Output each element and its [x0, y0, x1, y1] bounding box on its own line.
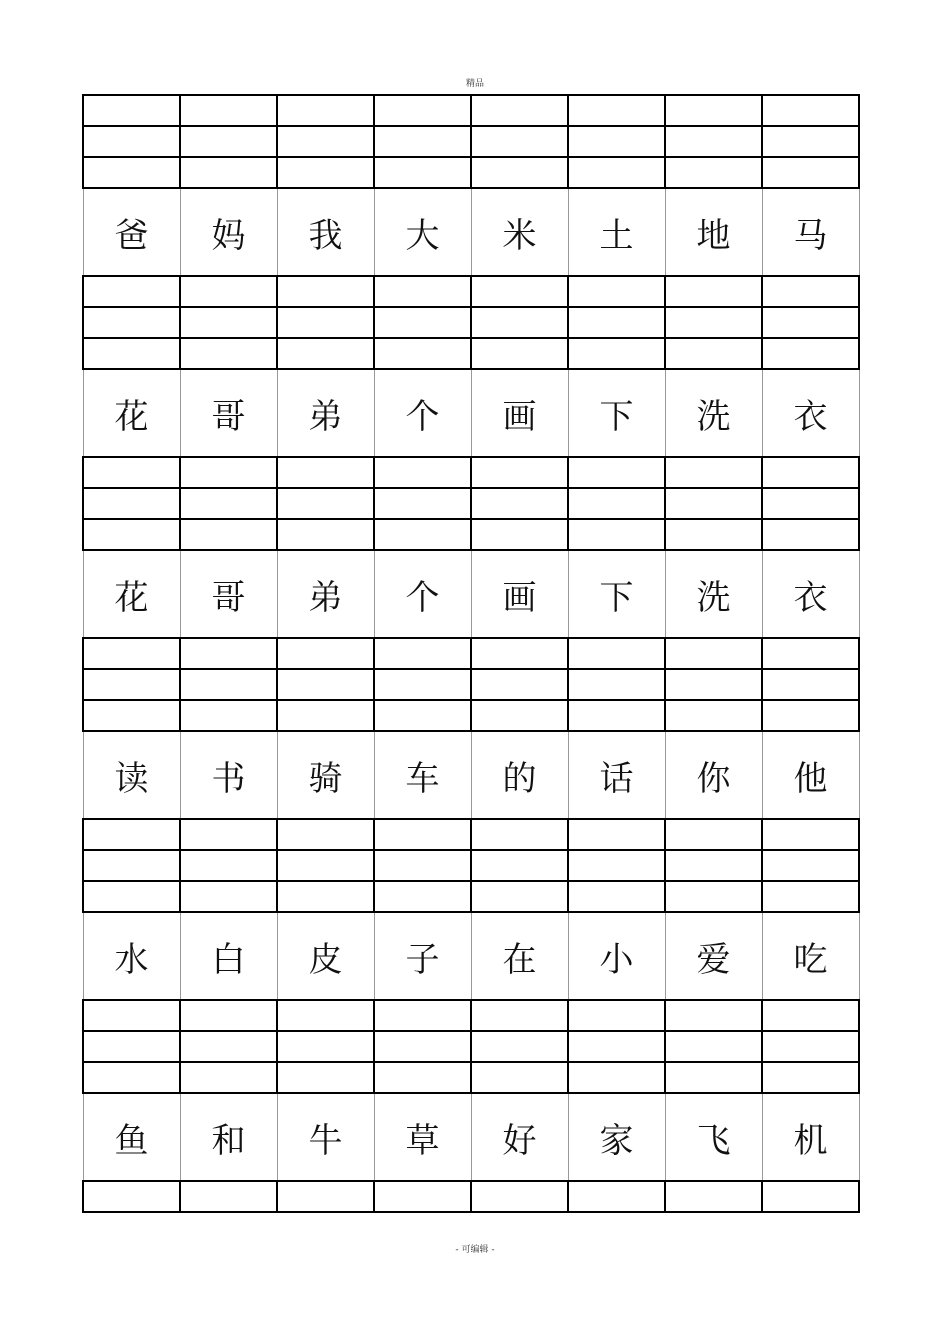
pinyin-blank-cell	[374, 457, 471, 488]
character-cell: 马	[762, 188, 859, 276]
character-cell: 妈	[180, 188, 277, 276]
character-cell: 弟	[277, 369, 374, 457]
character-cell: 大	[374, 188, 471, 276]
pinyin-blank-cell	[180, 700, 277, 731]
pinyin-blank-cell	[665, 881, 762, 912]
pinyin-blank-cell	[471, 307, 568, 338]
pinyin-blank-cell	[568, 157, 665, 188]
pinyin-blank-cell	[762, 1031, 859, 1062]
pinyin-blank-cell	[277, 95, 374, 126]
pinyin-blank-cell	[665, 1181, 762, 1212]
pinyin-blank-cell	[277, 157, 374, 188]
pinyin-blank-cell	[180, 1000, 277, 1031]
character-cell: 皮	[277, 912, 374, 1000]
character-row	[83, 369, 859, 457]
character-cell: 爸	[83, 188, 180, 276]
pinyin-blank-cell	[665, 850, 762, 881]
pinyin-blank-cell	[568, 126, 665, 157]
pinyin-blank-cell	[665, 338, 762, 369]
pinyin-blank-cell	[83, 850, 180, 881]
character-cell: 车	[374, 731, 471, 819]
pinyin-blank-cell	[374, 157, 471, 188]
character-cell: 地	[665, 188, 762, 276]
pinyin-blank-cell	[471, 95, 568, 126]
pinyin-blank-cell	[180, 819, 277, 850]
character-cell: 衣	[762, 550, 859, 638]
pinyin-blank-cell	[665, 488, 762, 519]
pinyin-blank-cell	[762, 126, 859, 157]
pinyin-blank-cell	[568, 700, 665, 731]
pinyin-blank-cell	[762, 157, 859, 188]
character-cell: 个	[374, 369, 471, 457]
pinyin-writing-row	[83, 157, 859, 188]
character-cell: 在	[471, 912, 568, 1000]
pinyin-writing-row	[83, 819, 859, 850]
pinyin-blank-cell	[180, 850, 277, 881]
pinyin-blank-cell	[762, 488, 859, 519]
pinyin-blank-cell	[762, 519, 859, 550]
pinyin-writing-row	[83, 669, 859, 700]
pinyin-blank-cell	[277, 819, 374, 850]
pinyin-blank-cell	[374, 850, 471, 881]
pinyin-blank-cell	[180, 638, 277, 669]
pinyin-blank-cell	[374, 669, 471, 700]
pinyin-blank-cell	[277, 488, 374, 519]
character-cell: 花	[83, 550, 180, 638]
pinyin-blank-cell	[471, 881, 568, 912]
pinyin-blank-cell	[277, 638, 374, 669]
pinyin-blank-cell	[665, 1031, 762, 1062]
pinyin-blank-cell	[180, 307, 277, 338]
pinyin-writing-row	[83, 1181, 859, 1212]
pinyin-blank-cell	[374, 1181, 471, 1212]
pinyin-writing-row	[83, 1062, 859, 1093]
pinyin-blank-cell	[374, 1031, 471, 1062]
pinyin-blank-cell	[180, 338, 277, 369]
pinyin-blank-cell	[374, 488, 471, 519]
character-cell: 草	[374, 1093, 471, 1181]
pinyin-writing-row	[83, 457, 859, 488]
pinyin-blank-cell	[277, 338, 374, 369]
pinyin-writing-row	[83, 638, 859, 669]
pinyin-blank-cell	[277, 457, 374, 488]
pinyin-blank-cell	[277, 519, 374, 550]
pinyin-blank-cell	[665, 819, 762, 850]
pinyin-blank-cell	[83, 819, 180, 850]
character-cell: 爱	[665, 912, 762, 1000]
character-row	[83, 188, 859, 276]
character-cell: 书	[180, 731, 277, 819]
character-cell: 我	[277, 188, 374, 276]
pinyin-blank-cell	[83, 1181, 180, 1212]
character-row	[83, 550, 859, 638]
pinyin-blank-cell	[762, 1000, 859, 1031]
pinyin-blank-cell	[665, 95, 762, 126]
pinyin-blank-cell	[83, 700, 180, 731]
pinyin-writing-row	[83, 307, 859, 338]
pinyin-blank-cell	[762, 819, 859, 850]
pinyin-blank-cell	[277, 1181, 374, 1212]
character-cell: 米	[471, 188, 568, 276]
pinyin-blank-cell	[568, 519, 665, 550]
pinyin-blank-cell	[83, 307, 180, 338]
pinyin-blank-cell	[83, 457, 180, 488]
pinyin-blank-cell	[665, 669, 762, 700]
character-cell: 鱼	[83, 1093, 180, 1181]
pinyin-writing-row	[83, 519, 859, 550]
character-cell: 骑	[277, 731, 374, 819]
pinyin-blank-cell	[374, 700, 471, 731]
character-cell: 家	[568, 1093, 665, 1181]
pinyin-blank-cell	[568, 276, 665, 307]
pinyin-blank-cell	[471, 276, 568, 307]
pinyin-blank-cell	[762, 850, 859, 881]
pinyin-blank-cell	[665, 1000, 762, 1031]
pinyin-blank-cell	[83, 1000, 180, 1031]
pinyin-blank-cell	[277, 276, 374, 307]
pinyin-writing-row	[83, 850, 859, 881]
pinyin-blank-cell	[471, 157, 568, 188]
pinyin-blank-cell	[568, 669, 665, 700]
pinyin-blank-cell	[762, 638, 859, 669]
character-cell: 画	[471, 550, 568, 638]
pinyin-blank-cell	[665, 276, 762, 307]
pinyin-blank-cell	[471, 457, 568, 488]
pinyin-blank-cell	[374, 307, 471, 338]
pinyin-blank-cell	[180, 157, 277, 188]
pinyin-blank-cell	[665, 126, 762, 157]
pinyin-blank-cell	[374, 276, 471, 307]
page-header: 精品	[465, 79, 484, 89]
pinyin-blank-cell	[762, 95, 859, 126]
pinyin-blank-cell	[762, 669, 859, 700]
pinyin-writing-row	[83, 126, 859, 157]
pinyin-writing-row	[83, 276, 859, 307]
pinyin-blank-cell	[471, 1031, 568, 1062]
pinyin-blank-cell	[471, 519, 568, 550]
character-cell: 洗	[665, 550, 762, 638]
pinyin-writing-row	[83, 1031, 859, 1062]
pinyin-blank-cell	[83, 95, 180, 126]
pinyin-blank-cell	[277, 1031, 374, 1062]
pinyin-blank-cell	[180, 519, 277, 550]
pinyin-blank-cell	[568, 1181, 665, 1212]
pinyin-blank-cell	[83, 519, 180, 550]
pinyin-blank-cell	[277, 1000, 374, 1031]
pinyin-blank-cell	[762, 881, 859, 912]
pinyin-blank-cell	[568, 638, 665, 669]
character-cell: 子	[374, 912, 471, 1000]
pinyin-blank-cell	[180, 881, 277, 912]
character-row	[83, 731, 859, 819]
pinyin-blank-cell	[665, 638, 762, 669]
character-cell: 白	[180, 912, 277, 1000]
pinyin-blank-cell	[374, 519, 471, 550]
character-cell: 小	[568, 912, 665, 1000]
pinyin-writing-row	[83, 881, 859, 912]
character-cell: 话	[568, 731, 665, 819]
pinyin-blank-cell	[180, 669, 277, 700]
character-cell: 下	[568, 550, 665, 638]
pinyin-blank-cell	[568, 307, 665, 338]
pinyin-blank-cell	[762, 338, 859, 369]
pinyin-blank-cell	[471, 819, 568, 850]
pinyin-blank-cell	[471, 1062, 568, 1093]
character-cell: 机	[762, 1093, 859, 1181]
character-cell: 你	[665, 731, 762, 819]
pinyin-blank-cell	[83, 338, 180, 369]
pinyin-writing-row	[83, 700, 859, 731]
character-cell: 哥	[180, 369, 277, 457]
pinyin-blank-cell	[277, 881, 374, 912]
pinyin-blank-cell	[665, 307, 762, 338]
pinyin-blank-cell	[471, 850, 568, 881]
pinyin-blank-cell	[568, 819, 665, 850]
pinyin-blank-cell	[277, 850, 374, 881]
character-cell: 和	[180, 1093, 277, 1181]
pinyin-blank-cell	[568, 488, 665, 519]
pinyin-blank-cell	[374, 338, 471, 369]
pinyin-blank-cell	[180, 126, 277, 157]
pinyin-blank-cell	[568, 457, 665, 488]
character-cell: 的	[471, 731, 568, 819]
pinyin-blank-cell	[471, 126, 568, 157]
pinyin-blank-cell	[180, 1181, 277, 1212]
pinyin-blank-cell	[374, 638, 471, 669]
pinyin-blank-cell	[180, 488, 277, 519]
character-cell: 哥	[180, 550, 277, 638]
character-cell: 洗	[665, 369, 762, 457]
pinyin-blank-cell	[762, 307, 859, 338]
pinyin-blank-cell	[665, 457, 762, 488]
pinyin-blank-cell	[471, 700, 568, 731]
character-cell: 水	[83, 912, 180, 1000]
pinyin-blank-cell	[568, 850, 665, 881]
pinyin-blank-cell	[180, 1031, 277, 1062]
pinyin-blank-cell	[568, 1000, 665, 1031]
pinyin-blank-cell	[83, 1031, 180, 1062]
character-cell: 弟	[277, 550, 374, 638]
pinyin-blank-cell	[277, 126, 374, 157]
pinyin-blank-cell	[762, 1181, 859, 1212]
character-row	[83, 912, 859, 1000]
pinyin-blank-cell	[180, 95, 277, 126]
character-cell: 花	[83, 369, 180, 457]
pinyin-blank-cell	[471, 669, 568, 700]
pinyin-blank-cell	[374, 1000, 471, 1031]
character-table	[82, 94, 860, 1213]
character-cell: 画	[471, 369, 568, 457]
pinyin-blank-cell	[83, 1062, 180, 1093]
pinyin-blank-cell	[762, 1062, 859, 1093]
pinyin-blank-cell	[374, 819, 471, 850]
pinyin-blank-cell	[762, 700, 859, 731]
pinyin-blank-cell	[568, 95, 665, 126]
pinyin-blank-cell	[471, 488, 568, 519]
pinyin-blank-cell	[180, 457, 277, 488]
practice-grid	[82, 94, 858, 1213]
pinyin-blank-cell	[568, 1062, 665, 1093]
pinyin-blank-cell	[180, 1062, 277, 1093]
pinyin-blank-cell	[374, 881, 471, 912]
pinyin-blank-cell	[665, 1062, 762, 1093]
character-cell: 好	[471, 1093, 568, 1181]
character-cell: 土	[568, 188, 665, 276]
pinyin-blank-cell	[471, 338, 568, 369]
pinyin-blank-cell	[83, 276, 180, 307]
page-footer: - 可编辑 -	[455, 1245, 495, 1255]
pinyin-blank-cell	[568, 338, 665, 369]
pinyin-blank-cell	[83, 157, 180, 188]
character-cell: 读	[83, 731, 180, 819]
pinyin-writing-row	[83, 488, 859, 519]
character-cell: 吃	[762, 912, 859, 1000]
pinyin-blank-cell	[374, 1062, 471, 1093]
pinyin-blank-cell	[665, 157, 762, 188]
pinyin-blank-cell	[83, 488, 180, 519]
pinyin-blank-cell	[471, 638, 568, 669]
pinyin-writing-row	[83, 338, 859, 369]
pinyin-blank-cell	[277, 1062, 374, 1093]
character-cell: 个	[374, 550, 471, 638]
pinyin-blank-cell	[83, 126, 180, 157]
character-cell: 衣	[762, 369, 859, 457]
character-row	[83, 1093, 859, 1181]
pinyin-blank-cell	[83, 669, 180, 700]
pinyin-blank-cell	[83, 638, 180, 669]
pinyin-blank-cell	[180, 276, 277, 307]
grid-body	[83, 95, 859, 1212]
character-cell: 他	[762, 731, 859, 819]
pinyin-blank-cell	[568, 881, 665, 912]
pinyin-blank-cell	[374, 126, 471, 157]
pinyin-blank-cell	[277, 307, 374, 338]
pinyin-blank-cell	[762, 457, 859, 488]
pinyin-blank-cell	[665, 519, 762, 550]
pinyin-blank-cell	[665, 700, 762, 731]
pinyin-blank-cell	[471, 1181, 568, 1212]
pinyin-blank-cell	[277, 700, 374, 731]
pinyin-blank-cell	[568, 1031, 665, 1062]
pinyin-blank-cell	[374, 95, 471, 126]
pinyin-blank-cell	[83, 881, 180, 912]
character-cell: 飞	[665, 1093, 762, 1181]
character-cell: 下	[568, 369, 665, 457]
pinyin-blank-cell	[762, 276, 859, 307]
pinyin-writing-row	[83, 95, 859, 126]
pinyin-writing-row	[83, 1000, 859, 1031]
character-cell: 牛	[277, 1093, 374, 1181]
pinyin-blank-cell	[277, 669, 374, 700]
pinyin-blank-cell	[471, 1000, 568, 1031]
